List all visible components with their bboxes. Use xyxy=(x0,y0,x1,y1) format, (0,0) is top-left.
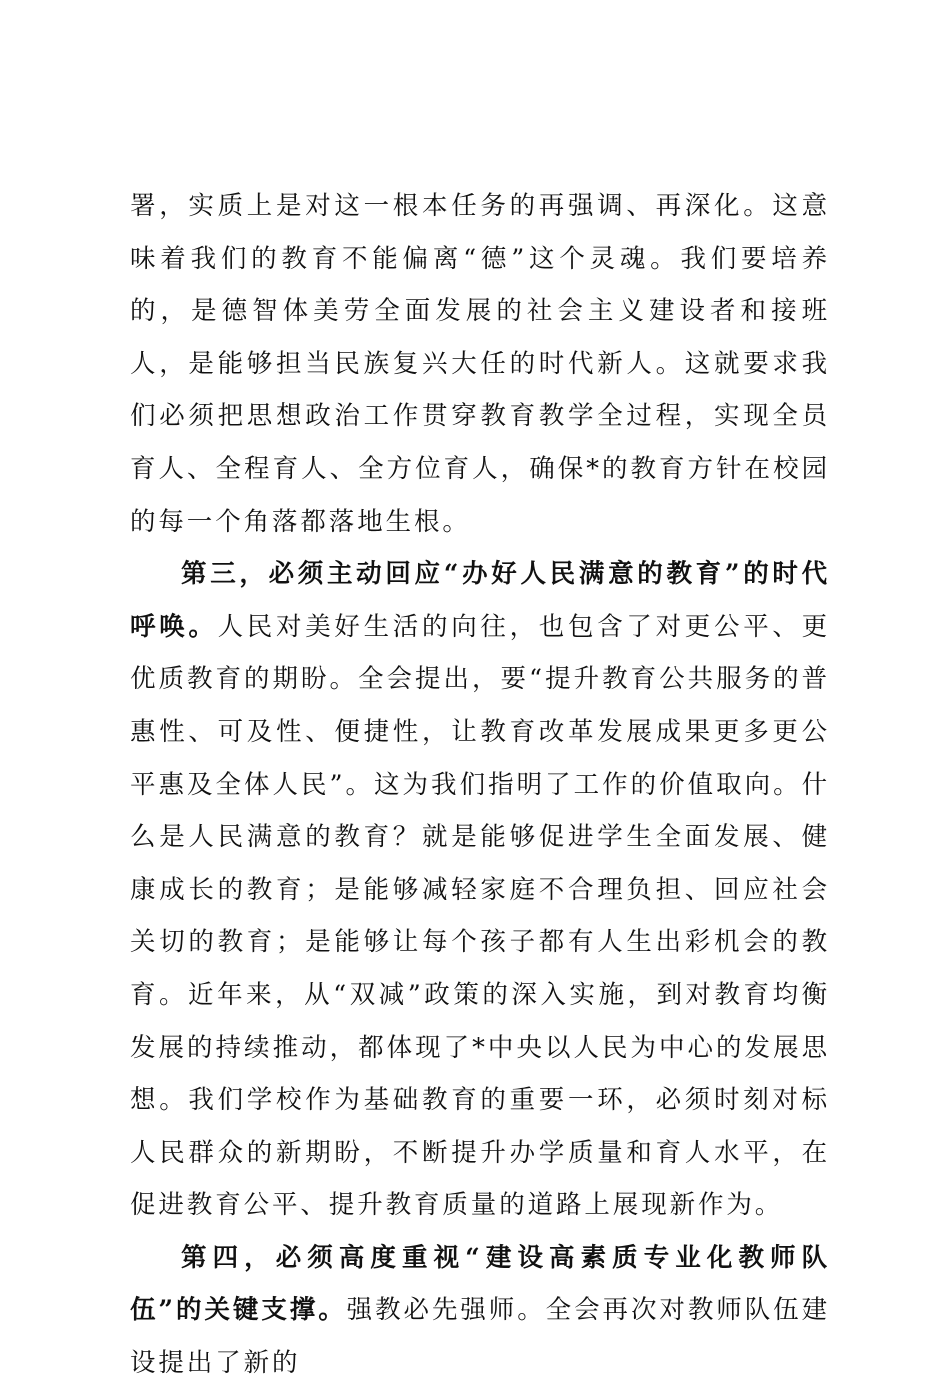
paragraph-fourth-point xyxy=(130,1232,830,1390)
paragraph-body: 强教必先强师。全会再次对教师队伍建设提出了新的 xyxy=(130,1295,830,1379)
paragraph-body: 人民对美好生活的向往，也包含了对更公平、更优质教育的期盼。全会提出，要“提升教育公共服务的普惠性、可及性、便捷性，让教育改革发展成果更多更公平惠及全体人民”。这为我们指明了工作的价值取向。什么是人民满意的教育？就是能够促进学生全面发展、健康成长的教育；是能够减轻家庭不合理负担、回应社会关切的教育；是能够让每个孩子都有人生出彩机会的教育。近年来，从“双减”政策的深入实施，到对教育均衡发展的持续推动，都体现了*中央以人民为中心的发展思想。我们学校作为基础教育的重要一环，必须时刻对标人民群众的新期盼，不断提升办学质量和育人水平，在促进教育公平、提升教育质量的道路上展现新作为。 xyxy=(130,611,831,1221)
document-page xyxy=(130,180,830,1390)
paragraph-continued xyxy=(130,180,830,548)
paragraph-third-point xyxy=(130,548,830,1232)
paragraph-body: 署，实质上是对这一根本任务的再强调、再深化。这意味着我们的教育不能偏离“德”这个灵魂。我们要培养的，是德智体美劳全面发展的社会主义建设者和接班人，是能够担当民族复兴大任的时代新人。这就要求我们必须把思想政治工作贯穿教育教学全过程，实现全员育人、全程育人、全方位育人，确保*的教育方针在校园的每一个角落都落地生根。 xyxy=(130,191,830,537)
paragraph-heading: 第四，必须高度重视“建设高素质专业化教师队伍”的关键支撑。 xyxy=(130,1242,830,1326)
paragraph-heading: 第三，必须主动回应“办好人民满意的教育”的时代呼唤。 xyxy=(130,559,830,642)
